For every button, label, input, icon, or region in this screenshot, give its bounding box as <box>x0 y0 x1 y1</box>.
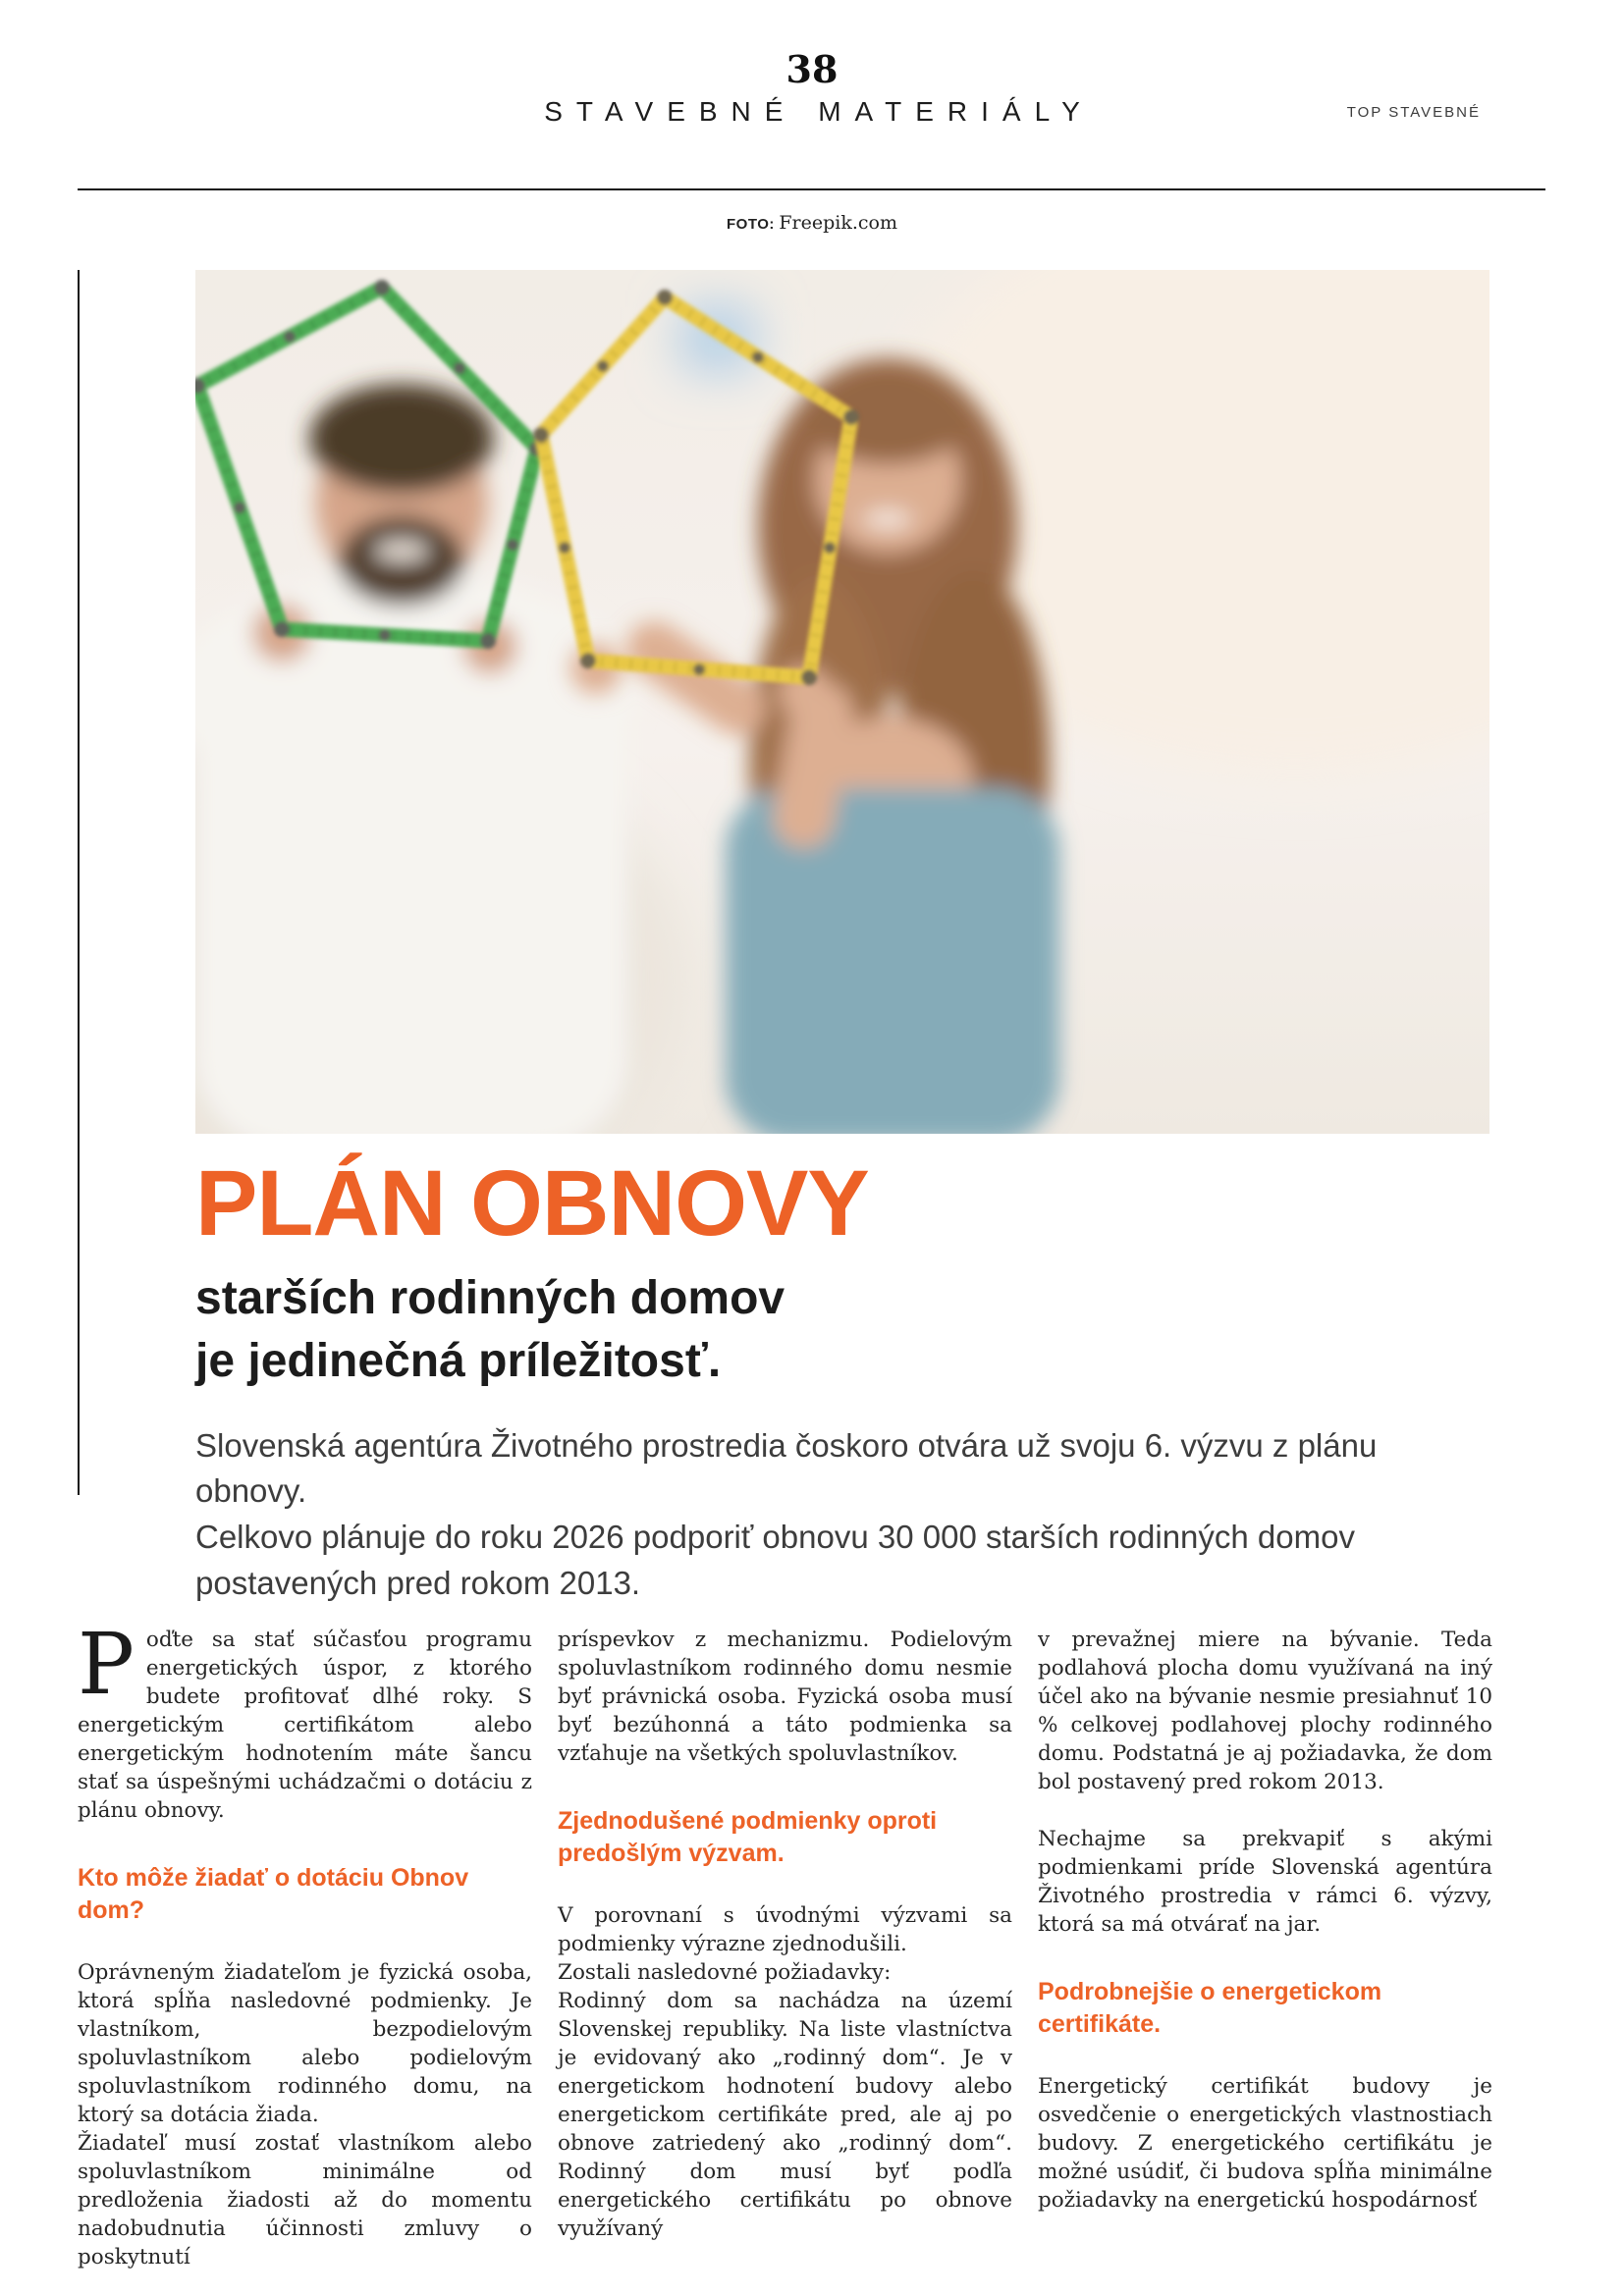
photo-credit-label: FOTO: <box>727 216 775 233</box>
photo-veil <box>195 270 1489 1134</box>
column-1-heading: Kto môže žiadať o dotáciu Obnov dom? <box>78 1864 469 1924</box>
column-2-paragraph: V porovnaní s úvodnými výzvami sa podmienky výrazne zjednodušili. <box>558 1903 1012 1956</box>
headline-subtitle-line1: starších rodinných domov <box>195 1271 785 1324</box>
headline-subtitle-line2: je jedinečná príležitosť. <box>195 1335 722 1388</box>
photo-credit-value: Freepik.com <box>779 212 897 234</box>
column-2 <box>558 1626 1012 2271</box>
header-rule <box>78 188 1545 190</box>
drop-cap: P <box>78 1616 135 1714</box>
column-3-paragraph: v prevažnej miere na bývanie. Teda podlahová plocha domu využívaná na iný účel ako na bývanie nesmie presiahnuť 10 % celkovej podlahovej plochy rodinného domu. Podstatná je aj požiadavka, že dom bol postavený pred rokom 2013. <box>1038 1628 1492 1794</box>
column-2-paragraph: Rodinný dom sa nachádza na území Slovenskej republiky. Na liste vlastníctva je evidovaný ako „rodinný dom“. Je v energetickom hodnotení budovy alebo energetickom certifikáte pred, ale aj po obnove zatriedený ako „rodinný dom“. Rodinný dom musí byť podľa energetického certifikátu po obnove využívaný <box>558 1989 1012 2241</box>
lead-sentence-2: Celkovo plánuje do roku 2026 podporiť obnovu 30 000 starších rodinných domov postavených pred rokom 2013. <box>195 1519 1355 1602</box>
column-2-paragraph: Zostali nasledovné požiadavky: <box>558 1960 892 1985</box>
article-columns <box>78 1616 1492 2271</box>
corner-label: TOP STAVEBNÉ <box>1346 104 1481 121</box>
intro-paragraph <box>78 1616 532 1825</box>
page-number: 38 <box>785 47 839 91</box>
lead-paragraph <box>195 1423 1472 1607</box>
column-2-paragraph: príspevkov z mechanizmu. Podielovým spoluvlastníkom rodinného domu nesmie byť právnická osoba. Fyzická osoba musí byť bezúhonná a táto podmienka sa vzťahuje na všetkých spoluvlastníkov. <box>558 1628 1012 1766</box>
column-3-paragraph: Energetický certifikát budovy je osvedčenie o energetických vlastnostiach budovy. Z energetického certifikátu je možné usúdiť, či budova spĺňa minimálne požiadavky na energetickú hospodárnosť <box>1038 2074 1492 2213</box>
photo-credit <box>0 212 1624 234</box>
headline-subtitle <box>195 1267 1501 1394</box>
column-3-heading: Podrobnejšie o energetickom certifikáte. <box>1038 1978 1382 2038</box>
column-1-paragraph: Žiadateľ musí zostať vlastníkom alebo spoluvlastníkom minimálne od predloženia žiadosti až do momentu nadobudnutia účinnosti zmluvy o poskytnutí <box>78 2131 532 2269</box>
hero-photo-illustration <box>195 270 1489 1134</box>
headline-block <box>195 1151 1501 1607</box>
hero-photo <box>195 270 1489 1134</box>
column-2-heading: Zjednodušené podmienky oproti predošlým výzvam. <box>558 1807 938 1867</box>
left-margin-rule <box>78 270 80 1495</box>
column-3-paragraph: Nechajme sa prekvapiť s akými podmienkami príde Slovenská agentúra Životného prostredia v rámci 6. výzvy, ktorá sa má otvárať na jar. <box>1038 1827 1492 1937</box>
intro-text: oďte sa stať súčasťou programu energetických úspor, z ktorého budete profitovať dlhé roky. S energetickým certifikátom alebo energetickým hodnotením máte šancu stať sa úspešnými uchádzačmi o dotáciu z plánu obnovy. <box>78 1628 532 1823</box>
column-3 <box>1038 1626 1492 2271</box>
column-1-paragraph: Oprávneným žiadateľom je fyzická osoba, ktorá spĺňa nasledovné podmienky. Je vlastníkom, bezpodielovým spoluvlastníkom alebo podielovým spoluvlastníkom rodinného domu, na ktorý sa dotácia žiada. <box>78 1960 532 2127</box>
section-title: STAVEBNÉ MATERIÁLY <box>544 96 1094 127</box>
column-1 <box>78 1616 532 2271</box>
headline-title: PLÁN OBNOVY <box>195 1151 869 1255</box>
lead-sentence-1: Slovenská agentúra Životného prostredia čoskoro otvára už svoju 6. výzvu z plánu obnovy. <box>195 1426 1378 1510</box>
